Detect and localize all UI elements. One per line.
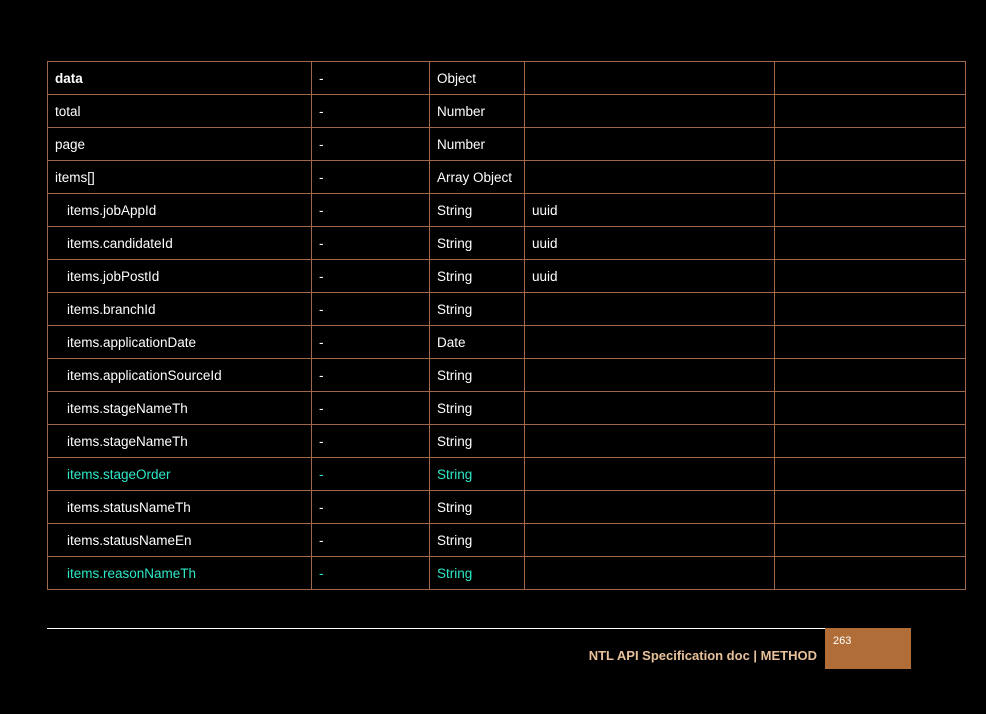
note-cell: [775, 161, 966, 194]
description-cell: [525, 425, 775, 458]
type-cell: String: [430, 491, 525, 524]
description-cell: [525, 62, 775, 95]
note-cell: [775, 227, 966, 260]
note-cell: [775, 293, 966, 326]
field-name-cell: items.stageOrder: [48, 458, 312, 491]
table-row: [48, 293, 966, 326]
footer-title: NTL API Specification doc | METHOD: [588, 648, 817, 663]
note-cell: [775, 95, 966, 128]
description-cell: [525, 524, 775, 557]
table-row: [48, 491, 966, 524]
table-row: [48, 524, 966, 557]
table-row: [48, 326, 966, 359]
note-cell: [775, 524, 966, 557]
description-cell: uuid: [525, 260, 775, 293]
type-cell: String: [430, 524, 525, 557]
table-row: [48, 194, 966, 227]
description-cell: [525, 128, 775, 161]
description-cell: [525, 392, 775, 425]
table-row: [48, 95, 966, 128]
type-cell: Number: [430, 95, 525, 128]
required-cell: -: [312, 425, 430, 458]
field-name-cell: items.branchId: [48, 293, 312, 326]
required-cell: -: [312, 293, 430, 326]
type-cell: String: [430, 260, 525, 293]
type-cell: Date: [430, 326, 525, 359]
note-cell: [775, 62, 966, 95]
table-row: [48, 128, 966, 161]
required-cell: -: [312, 62, 430, 95]
required-cell: -: [312, 260, 430, 293]
type-cell: String: [430, 359, 525, 392]
note-cell: [775, 392, 966, 425]
description-cell: [525, 557, 775, 590]
required-cell: -: [312, 227, 430, 260]
field-name-cell: data: [48, 62, 312, 95]
table-row: [48, 557, 966, 590]
required-cell: -: [312, 491, 430, 524]
footer-divider: [47, 628, 825, 629]
type-cell: String: [430, 392, 525, 425]
table-row: [48, 392, 966, 425]
note-cell: [775, 128, 966, 161]
table-row: [48, 227, 966, 260]
type-cell: String: [430, 293, 525, 326]
field-name-cell: items.jobAppId: [48, 194, 312, 227]
table-row: [48, 458, 966, 491]
description-cell: [525, 293, 775, 326]
required-cell: -: [312, 557, 430, 590]
note-cell: [775, 557, 966, 590]
description-cell: [525, 161, 775, 194]
field-name-cell: items.applicationSourceId: [48, 359, 312, 392]
field-name-cell: items.statusNameTh: [48, 491, 312, 524]
description-cell: uuid: [525, 194, 775, 227]
field-name-cell: items.stageNameTh: [48, 392, 312, 425]
required-cell: -: [312, 194, 430, 227]
type-cell: String: [430, 227, 525, 260]
type-cell: String: [430, 425, 525, 458]
required-cell: -: [312, 95, 430, 128]
spec-table-body: [48, 62, 966, 590]
note-cell: [775, 425, 966, 458]
field-name-cell: page: [48, 128, 312, 161]
page-number-box: [825, 628, 911, 669]
required-cell: -: [312, 326, 430, 359]
required-cell: -: [312, 161, 430, 194]
type-cell: String: [430, 458, 525, 491]
note-cell: [775, 326, 966, 359]
spec-table: [47, 61, 966, 590]
required-cell: -: [312, 524, 430, 557]
required-cell: -: [312, 128, 430, 161]
type-cell: Object: [430, 62, 525, 95]
description-cell: [525, 326, 775, 359]
type-cell: String: [430, 557, 525, 590]
required-cell: -: [312, 359, 430, 392]
table-row: [48, 62, 966, 95]
description-cell: [525, 359, 775, 392]
description-cell: [525, 458, 775, 491]
field-name-cell: items.stageNameTh: [48, 425, 312, 458]
table-row: [48, 161, 966, 194]
field-name-cell: items.jobPostId: [48, 260, 312, 293]
required-cell: -: [312, 392, 430, 425]
field-name-cell: items[]: [48, 161, 312, 194]
table-row: [48, 359, 966, 392]
field-name-cell: items.reasonNameTh: [48, 557, 312, 590]
table-row: [48, 425, 966, 458]
table-row: [48, 260, 966, 293]
type-cell: Number: [430, 128, 525, 161]
page-number: 263: [833, 635, 852, 647]
field-name-cell: items.candidateId: [48, 227, 312, 260]
description-cell: uuid: [525, 227, 775, 260]
note-cell: [775, 194, 966, 227]
note-cell: [775, 260, 966, 293]
type-cell: Array Object: [430, 161, 525, 194]
required-cell: -: [312, 458, 430, 491]
description-cell: [525, 95, 775, 128]
note-cell: [775, 491, 966, 524]
type-cell: String: [430, 194, 525, 227]
field-name-cell: items.statusNameEn: [48, 524, 312, 557]
description-cell: [525, 491, 775, 524]
note-cell: [775, 458, 966, 491]
field-name-cell: total: [48, 95, 312, 128]
note-cell: [775, 359, 966, 392]
field-name-cell: items.applicationDate: [48, 326, 312, 359]
